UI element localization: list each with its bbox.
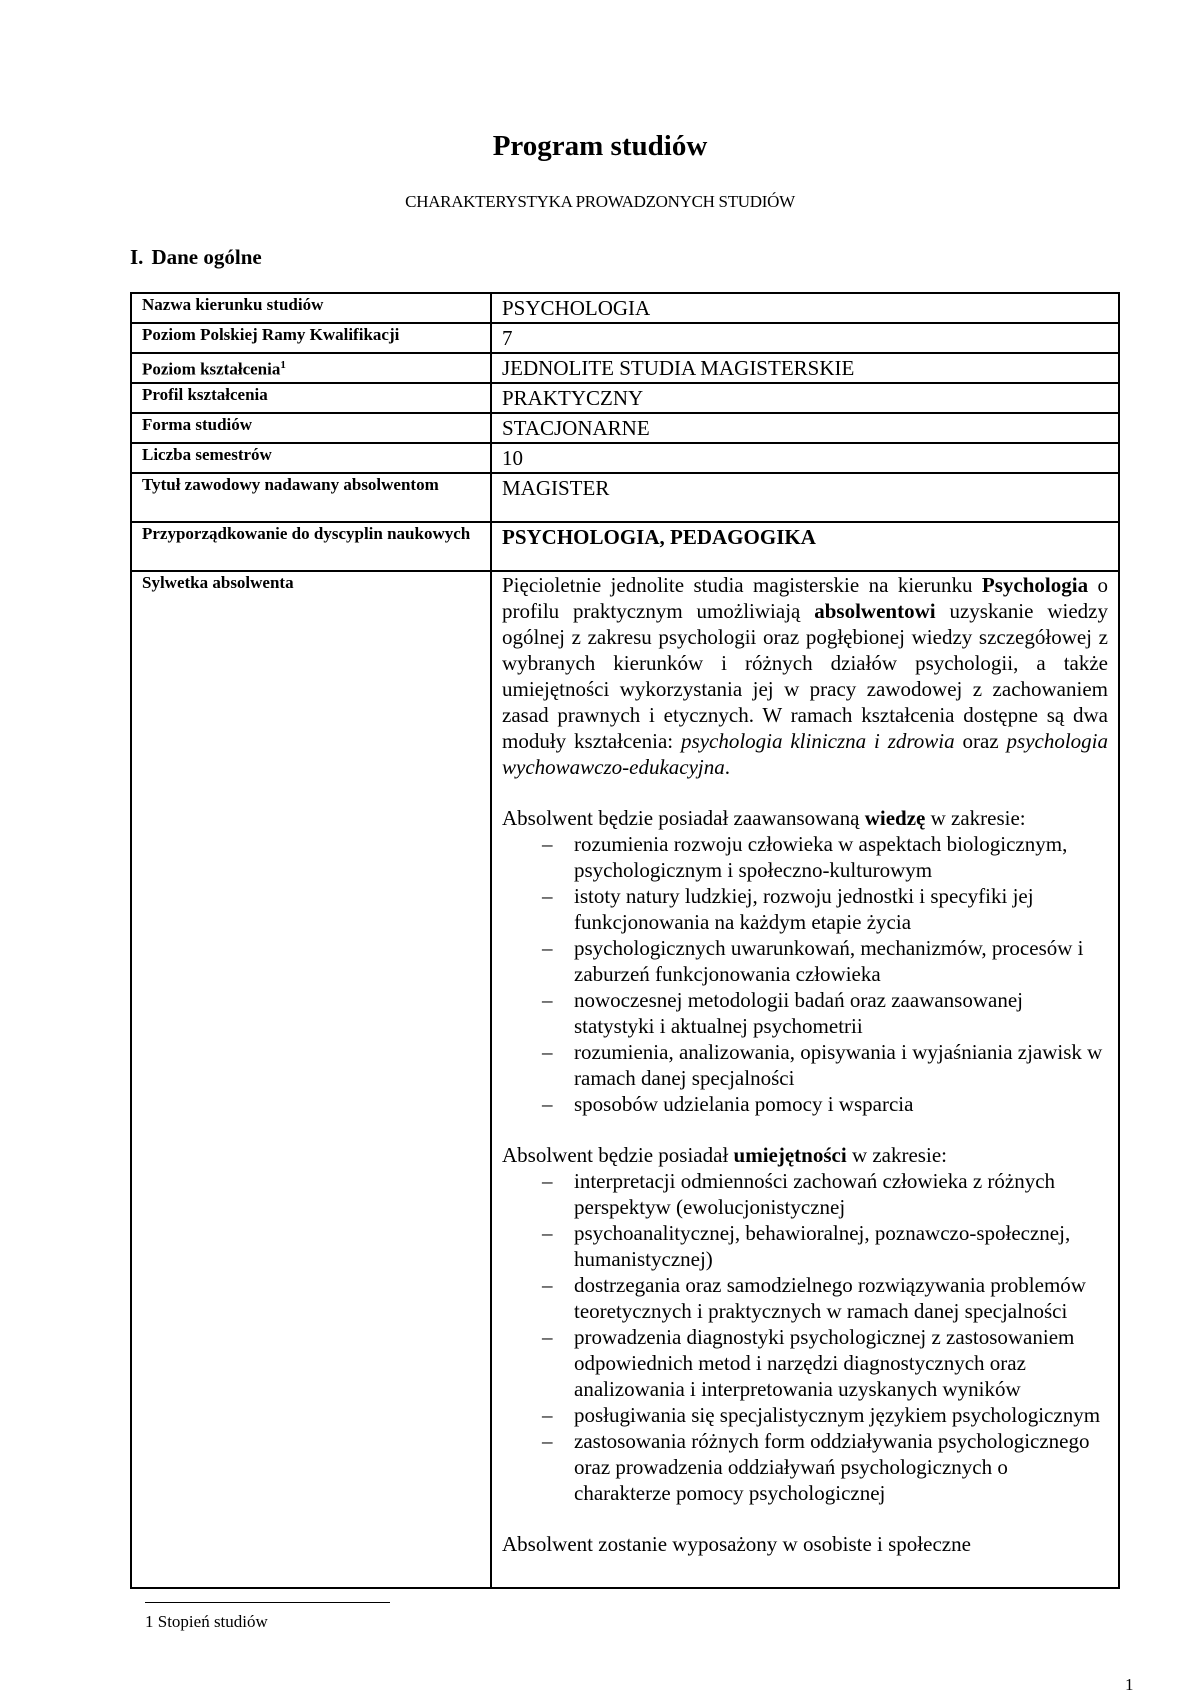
- row-label: Profil kształcenia: [131, 383, 491, 413]
- list-item: – zastosowania różnych form oddziaływania psychologicznego oraz prowadzenia oddziaływań psychologicznych o charakterze pomocy psychologicznej: [542, 1428, 1108, 1506]
- table-row: [131, 293, 1119, 323]
- list-item: – psychoanalitycznej, behawioralnej, poznawczo-społecznej, humanistycznej): [542, 1220, 1108, 1272]
- semester-count-value: 10: [502, 446, 523, 470]
- knowledge-list: [502, 831, 1108, 1117]
- row-value: [491, 353, 1119, 383]
- footnote-marker: 1: [280, 359, 286, 371]
- section-number: I.: [130, 245, 144, 269]
- page-number: 1: [1125, 1675, 1134, 1694]
- list-item: – dostrzegania oraz samodzielnego rozwiązywania problemów teoretycznych i praktycznych w ramach danej specjalności: [542, 1272, 1108, 1324]
- table-row: [131, 353, 1119, 383]
- table-row: [131, 571, 1119, 1588]
- document-subtitle: CHARAKTERYSTYKA PROWADZONYCH STUDIÓW: [405, 192, 795, 211]
- row-value: [491, 293, 1119, 323]
- document-title: Program studiów: [492, 130, 708, 162]
- field-of-study-value: PSYCHOLOGIA: [502, 296, 651, 320]
- list-item: – sposobów udzielania pomocy i wsparcia: [542, 1091, 1108, 1117]
- list-item: – istoty natury ludzkiej, rozwoju jednostki i specyfiki jej funkcjonowania na każdym etapie życia: [542, 883, 1108, 935]
- general-data-table: [130, 292, 1120, 1589]
- profile-intro: Pięcioletnie jednolite studia magisterskie na kierunku Psychologia o profilu praktycznym umożliwiają absolwentowi uzyskanie wiedzy ogólnej z zakresu psychologii oraz pogłębionej wiedzy szczegółowej z wybranych kierunków i różnych działów psychologii, a także umiejętności wykorzystania jej w pracy zawodowej z zachowaniem zasad prawnych i etycznych. W ramach kształcenia dostępne są dwa moduły kształcenia: psychologia kliniczna i zdrowia oraz psychologia wychowawczo-edukacyjna.: [502, 573, 1108, 779]
- row-value: [491, 473, 1119, 522]
- row-label: Liczba semestrów: [131, 443, 491, 473]
- row-label: Forma studiów: [131, 413, 491, 443]
- study-form-value: STACJONARNE: [502, 416, 650, 440]
- graduate-profile: [491, 571, 1119, 1588]
- pqf-level-value: 7: [502, 326, 513, 350]
- row-label: [131, 353, 491, 383]
- footnote-separator: [145, 1602, 390, 1603]
- row-value: [491, 522, 1119, 571]
- knowledge-heading: Absolwent będzie posiadał zaawansowaną wiedzę w zakresie:: [502, 806, 1026, 830]
- list-item: – psychologicznych uwarunkowań, mechanizmów, procesów i zaburzeń funkcjonowania człowieka: [542, 935, 1108, 987]
- list-item: – interpretacji odmienności zachowań człowieka z różnych perspektyw (ewolucjonistycznej: [542, 1168, 1108, 1220]
- section-title: Dane ogólne: [151, 245, 262, 269]
- row-value: [491, 323, 1119, 353]
- education-level-label: Poziom kształcenia: [142, 359, 281, 379]
- row-label: Tytuł zawodowy nadawany absolwentom: [131, 473, 491, 522]
- closing-text: Absolwent zostanie wyposażony w osobiste i społeczne: [502, 1532, 971, 1556]
- education-level-value: JEDNOLITE STUDIA MAGISTERSKIE: [502, 356, 855, 380]
- table-row: [131, 473, 1119, 522]
- table-row: [131, 522, 1119, 571]
- list-item: – prowadzenia diagnostyki psychologicznej z zastosowaniem odpowiednich metod i narzędzi diagnostycznych oraz analizowania i interpretowania uzyskanych wyników: [542, 1324, 1108, 1402]
- row-value: [491, 383, 1119, 413]
- list-item: – posługiwania się specjalistycznym językiem psychologicznym: [542, 1402, 1108, 1428]
- section-heading: [130, 245, 262, 270]
- row-value: [491, 413, 1119, 443]
- list-item: – nowoczesnej metodologii badań oraz zaawansowanej statystyki i aktualnej psychometrii: [542, 987, 1108, 1039]
- row-value: [491, 443, 1119, 473]
- profile-value: PRAKTYCZNY: [502, 386, 644, 410]
- table-row: [131, 443, 1119, 473]
- row-label: Sylwetka absolwenta: [131, 571, 491, 1588]
- skills-heading: Absolwent będzie posiadał umiejętności w zakresie:: [502, 1143, 947, 1167]
- footnote: 1 Stopień studiów: [145, 1612, 268, 1631]
- degree-title-value: MAGISTER: [502, 476, 610, 500]
- row-label: Przyporządkowanie do dyscyplin naukowych: [131, 522, 491, 571]
- table-row: [131, 413, 1119, 443]
- row-label: Poziom Polskiej Ramy Kwalifikacji: [131, 323, 491, 353]
- row-label: Nazwa kierunku studiów: [131, 293, 491, 323]
- table-row: [131, 323, 1119, 353]
- skills-list: [502, 1168, 1108, 1506]
- list-item: – rozumienia rozwoju człowieka w aspektach biologicznym, psychologicznym i społeczno-kulturowym: [542, 831, 1108, 883]
- table-row: [131, 383, 1119, 413]
- disciplines-value: PSYCHOLOGIA, PEDAGOGIKA: [502, 525, 816, 549]
- list-item: – rozumienia, analizowania, opisywania i wyjaśniania zjawisk w ramach danej specjalności: [542, 1039, 1108, 1091]
